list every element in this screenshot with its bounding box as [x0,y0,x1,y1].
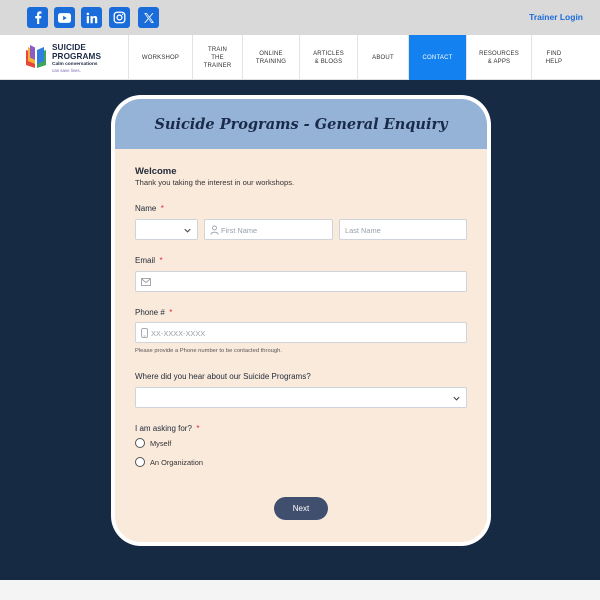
radio-organization-label: An Organization [150,457,203,467]
nav-online-training[interactable] [242,35,299,80]
first-name-input[interactable] [204,219,333,240]
name-label-text: Name [135,204,157,213]
next-button[interactable]: Next [274,497,328,520]
radio-circle[interactable] [135,438,145,448]
nav-label-line: THE [211,54,224,61]
welcome-heading: Welcome [135,166,177,177]
nav-label-line: ONLINE [259,50,283,57]
nav-label-line: & BLOGS [314,58,343,65]
facebook-icon[interactable] [27,7,48,28]
main-navbar [0,35,600,80]
logo-line-1: SUICIDE [52,43,86,52]
last-name-placeholder: Last Name [345,225,381,235]
nav-about[interactable] [357,35,408,80]
phone-icon [141,328,148,338]
welcome-text: Thank you taking the interest in our workshops. [135,178,295,187]
required-mark: * [196,424,200,433]
phone-label-text: Phone # [135,308,165,317]
nav-resources-apps[interactable] [466,35,531,80]
phone-label [135,308,172,317]
required-mark: * [159,256,163,265]
site-logo[interactable] [24,41,124,75]
nav-label-line: & APPS [487,58,511,65]
logo-line-2: PROGRAMS [52,52,102,61]
radio-organization[interactable] [135,457,203,467]
required-mark: * [160,204,164,213]
nav-workshop[interactable] [128,35,192,80]
enquiry-form [115,99,487,542]
main-section [0,80,600,580]
instagram-icon[interactable] [109,7,130,28]
nav-find-help-label [546,50,562,66]
nav-label-line: TRAINER [203,62,232,69]
phone-placeholder: XX-XXXX-XXXX [151,328,206,338]
trainer-login-link[interactable]: Trainer Login [529,12,583,22]
x-icon[interactable] [138,7,159,28]
nav-workshop-label: WORKSHOP [141,54,180,61]
radio-myself[interactable] [135,438,171,448]
nav-contact[interactable] [408,35,466,80]
nav-online-training-label [256,50,286,66]
nav-train-the-trainer-label [204,46,232,70]
nav-label-line: RESOURCES [479,50,519,57]
name-title-select[interactable] [135,219,198,240]
asking-for-label [135,424,200,433]
radio-circle[interactable] [135,457,145,467]
envelope-icon [141,278,151,286]
nav-find-help[interactable] [531,35,576,80]
hear-about-label: Where did you hear about our Suicide Programs? [135,372,311,381]
logo-tagline-2: can save lives. [52,68,81,73]
nav-label-line: FIND [546,50,562,57]
book-logo-icon [24,44,48,70]
nav-contact-label: CONTACT [422,54,453,61]
chevron-down-icon [183,226,192,235]
enquiry-form-card [111,95,491,546]
nav-train-the-trainer[interactable] [192,35,242,80]
social-bar [0,0,600,35]
nav-label-line: TRAIN [208,46,227,53]
phone-hint: Please provide a Phone number to be contacted through. [135,348,282,354]
nav-about-label: ABOUT [372,54,394,61]
nav-label-line: ARTICLES [313,50,344,57]
user-icon [210,225,219,235]
youtube-icon[interactable] [54,7,75,28]
required-mark: * [169,308,173,317]
hear-about-select[interactable] [135,387,467,408]
asking-for-label-text: I am asking for? [135,424,192,433]
phone-input[interactable] [135,322,467,343]
email-label [135,256,163,265]
nav-articles-blogs-label [313,50,344,66]
nav-label-line: HELP [545,58,563,65]
logo-tagline-1: Calm conversations [52,62,98,67]
nav-resources-apps-label [479,50,519,66]
radio-myself-label: Myself [150,438,172,448]
form-title: Suicide Programs - General Enquiry [154,115,448,133]
email-label-text: Email [135,256,156,265]
name-label [135,204,164,213]
nav-label-line: TRAINING [255,58,287,65]
first-name-placeholder: First Name [221,225,258,235]
form-header [115,99,487,149]
nav-articles-blogs[interactable] [299,35,357,80]
linkedin-icon[interactable] [81,7,102,28]
chevron-down-icon [452,394,461,403]
email-input[interactable] [135,271,467,292]
last-name-input[interactable] [339,219,467,240]
